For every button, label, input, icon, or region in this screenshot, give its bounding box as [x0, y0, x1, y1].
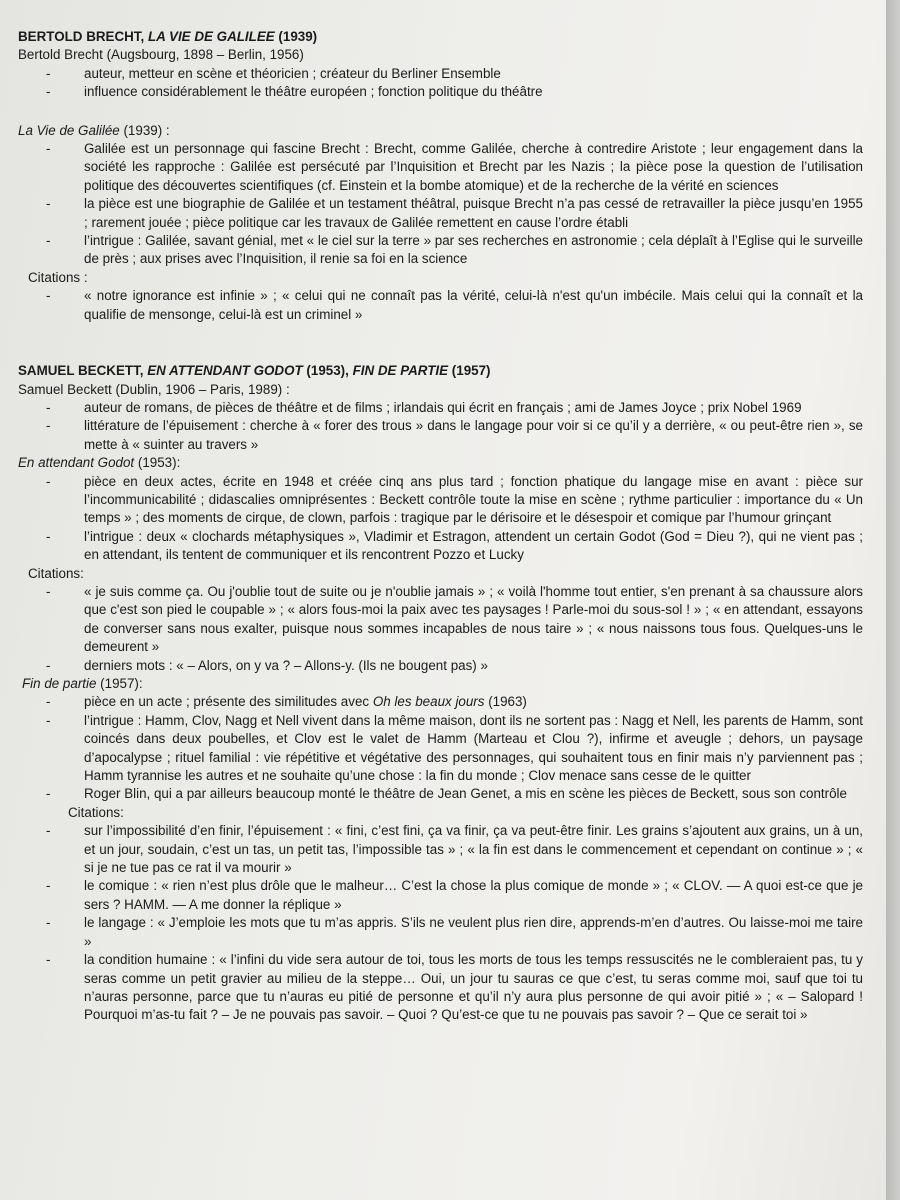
list-item: - derniers mots : « – Alors, on y va ? – Allons-y. (Ils ne bougent pas) » — [18, 657, 863, 675]
beckett-bio-list — [18, 399, 863, 454]
galilee-citations-list — [18, 287, 863, 324]
beckett-bio-title: Samuel Beckett (Dublin, 1906 – Paris, 1989) : — [18, 381, 290, 397]
list-item: - la pièce est une biographie de Galilée et un testament théâtral, puisque Brecht n’a pas cessé de retravailler la pièce jusqu’en 1955 ; rarement jouée ; pièce politique car les travaux de Galilée remettent en cause l’ordre établi — [18, 195, 863, 232]
galilee-year: (1939) : — [119, 122, 170, 138]
godot-section-title — [18, 454, 863, 472]
fin-item1-work: Oh les beaux jours — [372, 694, 485, 710]
fin-citations-list — [18, 822, 863, 1024]
list-item: - l’intrigue : deux « clochards métaphysiques », Vladimir et Estragon, attendent un certain Godot (God = Dieu ?), qui ne vient pas ; en attendant, ils tentent de communiquer et ils rencontrent Pozzo et Lucky — [18, 528, 863, 565]
list-item: - influence considérablement le théâtre européen ; fonction politique du théâtre — [18, 83, 863, 101]
godot-citations-list — [18, 583, 863, 675]
godot-year: (1953): — [134, 455, 181, 471]
beckett-heading-year1: (1953), — [302, 363, 353, 379]
fin-item1-text: pièce en un acte ; présente des similitudes avec — [84, 694, 373, 710]
godot-citations-label: Citations: — [28, 565, 84, 581]
galilee-citations-label: Citations : — [28, 269, 88, 285]
brecht-heading-year: (1939) — [274, 29, 318, 44]
fin-section-title — [22, 675, 863, 693]
list-item: - le langage : « J’emploie les mots que tu m’as appris. S’ils ne veulent plus rien dire, apprends-m’en d’autres. Ou laisse-moi me taire » — [18, 914, 863, 951]
list-item: - auteur, metteur en scène et théoricien ; créateur du Berliner Ensemble — [18, 65, 863, 83]
fin-citations-label: Citations: — [68, 804, 124, 820]
fin-item1-year: (1963) — [484, 694, 527, 710]
beckett-heading — [18, 362, 863, 380]
fin-year: (1957): — [96, 676, 143, 691]
document-body — [18, 28, 863, 1025]
list-item: - « notre ignorance est infinie » ; « celui qui ne connaît pas la vérité, celui-là n'est qu'un imbécile. Mais celui qui la connaît et la qualifie de mensonge, celui-là est un criminel » — [18, 287, 863, 324]
galilee-section-title — [18, 122, 863, 140]
list-item: - pièce en deux actes, écrite en 1948 et créée cinq ans plus tard ; fonction phatique du langage mise en avant : pièce sur l’incommunicabilité ; didascalies omniprésentes : Beckett contrôle toute la mise en scène ; rythme particulier : importance du « Un temps » ; des moments de cirque, de clown, parfois : tragique par le dérisoire et le désespoir et comique par l’humour grinçant — [18, 473, 863, 528]
list-item: - Roger Blin, qui a par ailleurs beaucoup monté le théâtre de Jean Genet, a mis en scène les pièces de Beckett, sous son contrôle — [18, 785, 863, 803]
beckett-heading-work2: FIN DE PARTIE — [352, 363, 449, 379]
list-item: - l’intrigue : Galilée, savant génial, met « le ciel sur la terre » par ses recherches en astronomie ; cela déplaît à l’Eglise qui le surveille de près ; aux prises avec l’Inquisition, il renie sa foi en la science — [18, 232, 863, 269]
brecht-heading-work: LA VIE DE GALILEE — [147, 29, 275, 44]
list-item: - l’intrigue : Hamm, Clov, Nagg et Nell vivent dans la même maison, dont ils ne sortent pas : Nagg et Nell, les parents de Hamm, sont coincés dans deux poubelles, et Clov est le valet de Hamm (Marteau et Clou ?), infirme et aveugle ; dehors, un paysage d’apocalypse ; rituel familial : vie répétitive et végétative des personnages, qui souhaitent tous en finir mais n’y parviennent pas ; Hamm tyrannise les autres et ne souhaite qu’une chose : la fin du monde ; Clov menace sans cesse de le quitter — [18, 712, 863, 786]
galilee-title: La Vie de Galilée — [18, 122, 120, 138]
brecht-heading — [18, 28, 863, 46]
beckett-heading-year2: (1957) — [448, 363, 491, 379]
paper-edge-shadow — [886, 0, 900, 1200]
list-item: - « je suis comme ça. Ou j'oublie tout de suite ou je n'oublie jamais » ; « voilà l'homme tout entier, s'en prenant à sa chaussure alors que c'est son pied le coupable » ; « alors fous-moi la paix avec tes paysages ! Parle-moi du sous-sol ! » ; « en attendant, essayons de converser sans nous exalter, puisque nous sommes incapables de nous taire » ; « nous naissons tous fous. Quelques-uns le demeurent » — [18, 583, 863, 657]
godot-list — [18, 473, 863, 565]
list-item: - la condition humaine : « l’infini du vide sera autour de toi, tous les morts de tous les temps ressuscités ne le combleraient pas, tu y seras comme un petit gravier au milieu de la steppe… Oui, un jour tu sauras ce que c’est, tu seras comme moi, sauf que toi tu n’auras personne, parce que tu n’auras eu pitié de personne et qu’il n’y aura plus personne de qui avoir pitié » ; « – Salopard ! Pourquoi m’as-tu fait ? – Je ne pouvais pas savoir. – Quoi ? Qu’est-ce que tu ne pouvais pas savoir ? – Que ce serait toi » — [18, 951, 863, 1025]
brecht-heading-author: BERTOLD BRECHT, — [18, 29, 148, 44]
fin-title: Fin de partie — [22, 676, 97, 691]
list-item: - auteur de romans, de pièces de théâtre et de films ; irlandais qui écrit en français ; ami de James Joyce ; prix Nobel 1969 — [18, 399, 863, 417]
list-item: - littérature de l’épuisement : cherche à « forer des trous » dans le langage pour voir si ce qu’il y a derrière, « ou peut-être rien », se mette à « suinter au travers » — [18, 417, 863, 454]
beckett-heading-work1: EN ATTENDANT GODOT — [147, 363, 303, 379]
godot-title: En attendant Godot — [18, 455, 135, 471]
beckett-heading-author: SAMUEL BECKETT, — [18, 363, 148, 379]
brecht-bio-title: Bertold Brecht (Augsbourg, 1898 – Berlin, 1956) — [18, 47, 304, 63]
list-item: - sur l’impossibilité d’en finir, l’épuisement : « fini, c’est fini, ça va finir, ça va peut-être finir. Les grains s’ajoutent aux grains, un à un, et un jour, soudain, c’est un tas, un petit tas, l’impossible tas » ; « la fin est dans le commencement et cependant on continue » ; « si je ne tue pas ce rat il va mourir » — [18, 822, 863, 877]
galilee-list — [18, 140, 863, 269]
fin-list — [18, 693, 863, 803]
brecht-bio-list — [18, 65, 863, 102]
list-item — [18, 693, 863, 711]
list-item: - Galilée est un personnage qui fascine Brecht : Brecht, comme Galilée, cherche à contredire Aristote ; leur engagement dans la société les rapproche : Galilée est persécuté par l’Inquisition et Brecht par les Nazis ; la pièce pose la question de l’utilisation politique des découvertes scientifiques (cf. Einstein et la bombe atomique) et de la recherche de la vérité en sciences — [18, 140, 863, 195]
list-item: - le comique : « rien n’est plus drôle que le malheur… C’est la chose la plus comique de monde » ; « CLOV. — A quoi est-ce que je sers ? HAMM. — A me donner la réplique » — [18, 877, 863, 914]
